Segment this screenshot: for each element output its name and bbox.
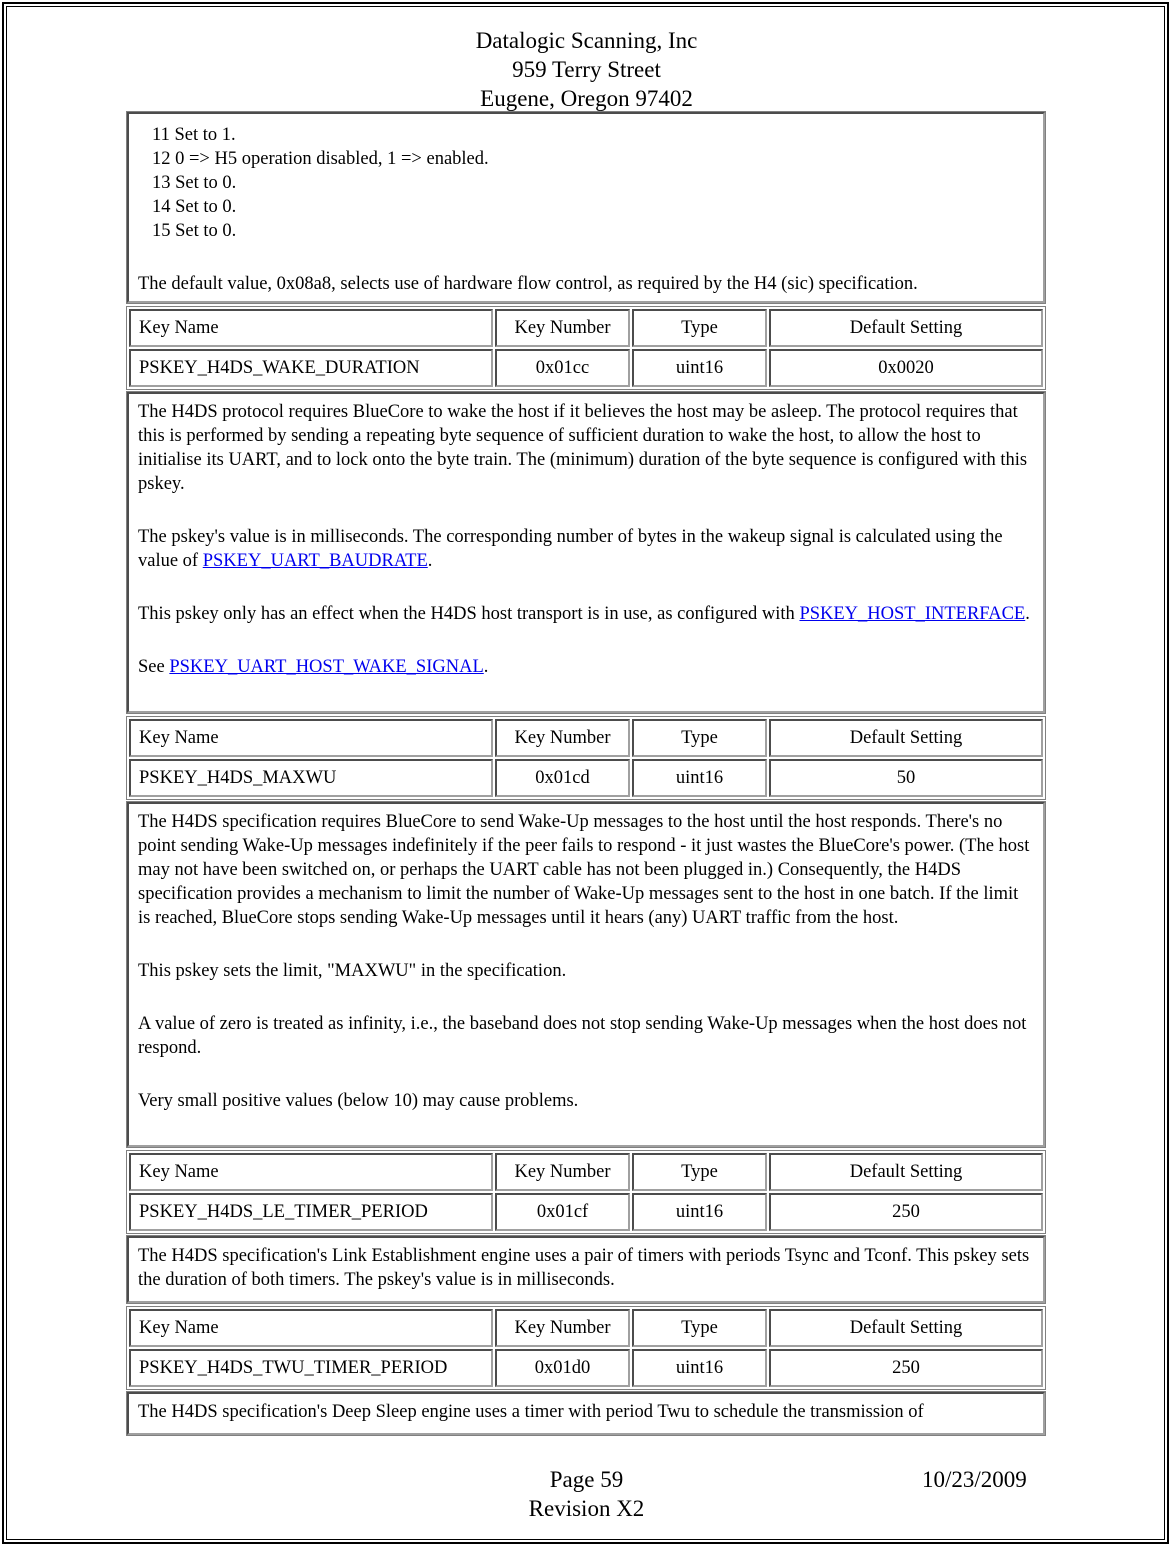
city-state-zip: Eugene, Oregon 97402 (480, 86, 693, 111)
maxwu-description (127, 802, 1045, 1147)
street-address: 959 Terry Street (512, 57, 661, 82)
col-header-type: Type (632, 1309, 767, 1347)
col-header-type: Type (632, 1153, 767, 1191)
col-header-default: Default Setting (769, 309, 1043, 347)
maxwu-section (126, 801, 1046, 1148)
paragraph: A value of zero is treated as infinity, i.e., the baseband does not stop sending Wake-Up messages when the host does not respond. (138, 1014, 1027, 1058)
key-default-cell: 250 (769, 1193, 1043, 1231)
paragraph-text: This pskey only has an effect when the H4DS host transport is in use, as configured with (138, 604, 800, 624)
wake-duration-section (126, 391, 1046, 714)
key-default-cell: 0x0020 (769, 349, 1043, 387)
key-table-le-timer-period (126, 1150, 1046, 1234)
document-date: 10/23/2009 (922, 1467, 1027, 1492)
paragraph: The H4DS protocol requires BlueCore to wake the host if it believes the host may be asleep. The protocol requires that this is performed by sending a repeating byte sequence of sufficient duration to wake the host, to allow the host to initialise its UART, and to lock onto the byte train. The (minimum) duration of the byte sequence is configured with this pskey. (138, 402, 1028, 494)
col-header-default: Default Setting (769, 1309, 1043, 1347)
paragraph: The H4DS specification's Link Establishment engine uses a pair of timers with periods Tsync and Tconf. This pskey sets the duration of both timers. The pskey's value is in milliseconds. (138, 1246, 1030, 1290)
key-table-maxwu (126, 716, 1046, 800)
link-uart-host-wake-signal[interactable]: PSKEY_UART_HOST_WAKE_SIGNAL (169, 657, 484, 677)
intro-description (127, 112, 1045, 303)
key-type-cell: uint16 (632, 1349, 767, 1387)
twu-timer-description (127, 1392, 1045, 1435)
table-header-row (129, 1309, 1043, 1347)
le-timer-description (127, 1236, 1045, 1303)
table-header-row (129, 719, 1043, 757)
col-header-key-number: Key Number (495, 1309, 630, 1347)
col-header-default: Default Setting (769, 1153, 1043, 1191)
document-header (0, 26, 1173, 113)
bit-item: 15 Set to 0. (152, 221, 237, 241)
col-header-key-number: Key Number (495, 309, 630, 347)
table-row (129, 1193, 1043, 1231)
page-number: Page 59 (549, 1467, 624, 1492)
paragraph-text: . (483, 657, 489, 677)
col-header-key-number: Key Number (495, 719, 630, 757)
paragraph-text: See (138, 657, 170, 677)
key-default-cell: 50 (769, 759, 1043, 797)
col-header-key-name: Key Name (129, 1309, 493, 1347)
table-row (129, 1349, 1043, 1387)
table-header-row (129, 309, 1043, 347)
company-name: Datalogic Scanning, Inc (475, 28, 698, 53)
key-name-cell: PSKEY_H4DS_TWU_TIMER_PERIOD (129, 1349, 493, 1387)
key-number-cell: 0x01cd (495, 759, 630, 797)
table-header-row (129, 1153, 1043, 1191)
paragraph: The H4DS specification requires BlueCore to send Wake-Up messages to the host until the host responds. There's no point sending Wake-Up messages indefinitely if the peer fails to respond - it just wastes the BlueCore's power. (The host may not have been switched on, or perhaps the UART cable has not been plugged in.) Consequently, the H4DS specification provides a mechanism to limit the number of Wake-Up messages sent to the host in one batch. If the limit is reached, BlueCore stops sending Wake-Up messages until it hears (any) UART traffic from the host. (138, 812, 1030, 928)
key-type-cell: uint16 (632, 349, 767, 387)
paragraph-text: The pskey's value is in milliseconds. The corresponding number of bytes in the wakeup signal is calculated using the value of (138, 527, 1003, 571)
table-row (129, 349, 1043, 387)
paragraph-text: . (427, 551, 433, 571)
paragraph (138, 655, 1034, 679)
link-host-interface[interactable]: PSKEY_HOST_INTERFACE (799, 604, 1026, 624)
bit-item: 11 Set to 1. (152, 125, 236, 145)
col-header-type: Type (632, 309, 767, 347)
bit-item: 13 Set to 0. (152, 173, 237, 193)
bit-item: 12 0 => H5 operation disabled, 1 => enabled. (152, 149, 489, 169)
key-table-twu-timer-period (126, 1306, 1046, 1390)
key-table-wake-duration (126, 306, 1046, 390)
le-timer-section (126, 1235, 1046, 1304)
col-header-type: Type (632, 719, 767, 757)
col-header-key-number: Key Number (495, 1153, 630, 1191)
key-number-cell: 0x01d0 (495, 1349, 630, 1387)
paragraph: This pskey sets the limit, "MAXWU" in the specification. (138, 961, 567, 981)
table-row (129, 759, 1043, 797)
key-number-cell: 0x01cc (495, 349, 630, 387)
default-value-text: The default value, 0x08a8, selects use of hardware flow control, as required by the H4 (sic) specification. (138, 274, 918, 294)
bit-item: 14 Set to 0. (152, 197, 237, 217)
key-default-cell: 250 (769, 1349, 1043, 1387)
col-header-key-name: Key Name (129, 719, 493, 757)
key-number-cell: 0x01cf (495, 1193, 630, 1231)
key-name-cell: PSKEY_H4DS_LE_TIMER_PERIOD (129, 1193, 493, 1231)
key-type-cell: uint16 (632, 1193, 767, 1231)
link-uart-baudrate[interactable]: PSKEY_UART_BAUDRATE (202, 551, 428, 571)
intro-section (126, 111, 1046, 304)
paragraph: The H4DS specification's Deep Sleep engine uses a timer with period Twu to schedule the transmission of (138, 1402, 924, 1422)
key-type-cell: uint16 (632, 759, 767, 797)
revision-label: Revision X2 (528, 1496, 645, 1521)
paragraph: Very small positive values (below 10) may cause problems. (138, 1091, 579, 1111)
twu-timer-section (126, 1391, 1046, 1436)
key-name-cell: PSKEY_H4DS_MAXWU (129, 759, 493, 797)
paragraph (138, 525, 1034, 573)
col-header-default: Default Setting (769, 719, 1043, 757)
bit-list (138, 123, 1034, 243)
col-header-key-name: Key Name (129, 309, 493, 347)
wake-duration-description (127, 392, 1045, 713)
paragraph (138, 602, 1034, 626)
key-name-cell: PSKEY_H4DS_WAKE_DURATION (129, 349, 493, 387)
col-header-key-name: Key Name (129, 1153, 493, 1191)
paragraph-text: . (1025, 604, 1030, 624)
